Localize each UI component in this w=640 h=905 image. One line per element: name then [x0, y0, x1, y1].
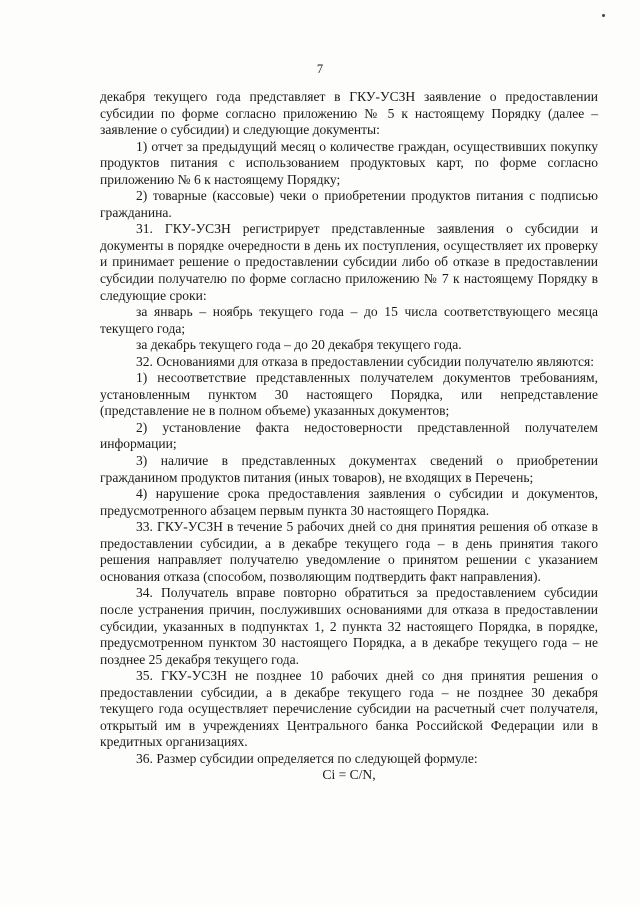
paragraph-clause-34: 34. Получатель вправе повторно обратиться за предоставлением субсидии после устранения причин, послуживших основаниями для отказа в предоставлении субсидии, указанных в подпунктах 1, 2 пункта 32 настоящего Порядка, в порядке, предусмотренном пунктом 30 настоящего Порядка, а в декабре текущего года – не позднее 25 декабря текущего года. [100, 585, 598, 667]
subsidy-formula: Ci = C/N, [322, 767, 376, 783]
paragraph-clause-35: 35. ГКУ-УСЗН не позднее 10 рабочих дней со дня принятия решения о предоставлении субсидии, а в декабре текущего года – не позднее 30 декабря текущего года осуществляет перечисление субсидии на расчетный счет получателя, открытый им в учреждениях Центрального банка Российской Федерации или в кредитных организациях. [100, 668, 598, 750]
paragraph-deadline-dec: за декабрь текущего года – до 20 декабря текущего года. [136, 337, 462, 353]
paragraph-clause-33: 33. ГКУ-УСЗН в течение 5 рабочих дней со дня принятия решения об отказе в предоставлении субсидии, а в декабре текущего года – в день принятия такого решения направляет получателю уведомление о принятом решении с указанием основания отказа (способом, позволяющим подтвердить факт направления). [100, 519, 598, 584]
paragraph-doc-item-1: 1) отчет за предыдущий месяц о количестве граждан, осуществивших покупку продуктов питания с использованием продуктовых карт, по форме согласно приложению № 6 к настоящему Порядку; [100, 138, 598, 187]
paragraph-refusal-4: 4) нарушение срока предоставления заявления о субсидии и документов, предусмотренного абзацем первым пункта 30 настоящего Порядка. [100, 486, 598, 518]
page-number: 7 [316, 62, 324, 76]
paragraph-clause-32: 32. Основаниями для отказа в предоставлении субсидии получателю являются: [136, 353, 595, 369]
paragraph-refusal-1: 1) несоответствие представленных получателем документов требованиям, установленным пунктом 30 настоящего Порядка, или непредставление (представление не в полном объеме) указанных документов; [100, 370, 598, 419]
paragraph-doc-item-2: 2) товарные (кассовые) чеки о приобретении продуктов питания с подписью гражданина. [100, 188, 598, 220]
paragraph-deadline-jan-nov: за январь – ноябрь текущего года – до 15 числа соответствующего месяца текущего года; [100, 304, 598, 336]
paragraph-refusal-3: 3) наличие в представленных документах сведений о приобретении гражданином продуктов питания (иных товаров), не входящих в Перечень; [100, 453, 598, 485]
paragraph-refusal-2: 2) установление факта недостоверности представленной получателем информации; [100, 419, 598, 452]
scan-speck [602, 14, 605, 17]
paragraph-clause-36: 36. Размер субсидии определяется по следующей формуле: [136, 750, 478, 766]
paragraph-clause-31: 31. ГКУ-УСЗН регистрирует представленные заявления о субсидии и документы в порядке очередности в день их поступления, осуществляет их проверку и принимает решение о предоставлении субсидии либо об отказе в предоставлении субсидии получателю по форме согласно приложению № 7 к настоящему Порядку в следующие сроки: [100, 221, 598, 303]
document-body [100, 89, 598, 784]
paragraph-continuation: декабря текущего года представляет в ГКУ-УСЗН заявление о предоставлении субсидии по форме согласно приложению № 5 к настоящему Порядку (далее – заявление о субсидии) и следующие документы: [100, 89, 598, 138]
